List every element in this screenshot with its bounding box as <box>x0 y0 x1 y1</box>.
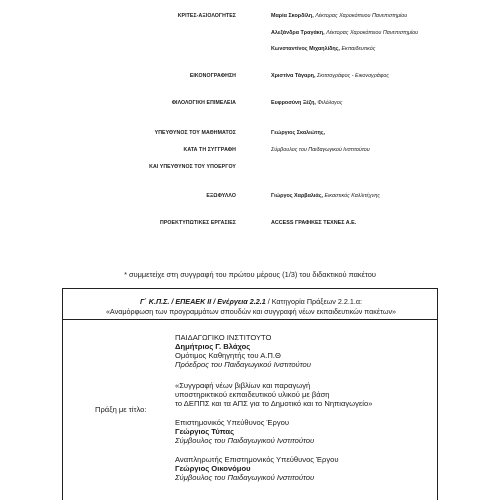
credit-value <box>271 130 325 136</box>
header-divider <box>63 319 437 320</box>
credit-value <box>271 220 356 226</box>
project-box <box>62 288 438 500</box>
credit-value <box>271 13 407 19</box>
box-line: υποστηρικτικού εκπαιδευτικού υλικού με βάση <box>175 390 330 399</box>
box-line: Ομότιμος Καθηγητής του Α.Π.Θ <box>175 351 281 360</box>
credit-label: ΚΑΤΑ ΤΗ ΣΥΓΓΡΑΦΗ <box>183 147 236 153</box>
box-line: «Συγγραφή νέων βιβλίων και παραγωγή <box>175 381 311 390</box>
box-header-bold: Γ΄ Κ.Π.Σ. / ΕΠΕΑΕΚ ΙΙ / Ενέργεια 2.2.1 <box>139 297 266 306</box>
box-line: Γεώργιος Οικονόμου <box>175 464 251 473</box>
box-header-line-2: «Αναμόρφωση των προγραμμάτων σπουδών και συγγραφή νέων εκπαιδευτικών πακέτων» <box>105 307 397 316</box>
credit-name: Αλεξάνδρα Τραγάκη, <box>271 30 325 36</box>
credit-role: Φιλόλογος <box>317 100 343 106</box>
credit-label: ΕΞΩΦΥΛΛΟ <box>206 193 236 199</box>
box-line: Γεώργιος Τύπας <box>175 427 235 436</box>
credit-value <box>271 73 389 79</box>
credit-name: ACCESS ΓΡΑΦΙΚΕΣ ΤΕΧΝΕΣ Α.Ε. <box>271 220 357 226</box>
credit-role: Σύμβουλος του Παιδαγωγικού Ινστιτούτου <box>271 147 370 153</box>
credit-role: Λέκτορας Χαροκόπειου Πανεπιστημίου <box>326 30 419 36</box>
box-header-rest: / Κατηγορία Πράξεων 2.2.1.α: <box>265 297 363 306</box>
credit-name: Γιώργος Χαρβαλιάς, <box>271 193 324 199</box>
box-line: ΠΑΙΔΑΓΩΓΙΚΟ ΙΝΣΤΙΤΟΥΤΟ <box>175 333 272 342</box>
credit-value <box>271 193 380 199</box>
box-line: το ΔΕΠΠΣ και τα ΑΠΣ για το Δημοτικό και το Νηπιαγωγείο» <box>175 399 373 408</box>
credit-label: ΠΡΟΕΚΤΥΠΩΤΙΚΕΣ ΕΡΓΑΣΙΕΣ <box>160 220 236 226</box>
credit-role: Λέκτορας Χαροκόπειου Πανεπιστημίου <box>315 13 408 19</box>
credit-value <box>271 100 342 106</box>
credit-label: ΚΑΙ ΥΠΕΥΘΥΝΟΣ ΤΟΥ ΥΠΟΕΡΓΟΥ <box>149 164 236 170</box>
box-line: Σύμβουλος του Παιδαγωγικού Ινστιτούτου <box>175 436 315 445</box>
credit-value <box>271 147 370 153</box>
box-line: Αναπληρωτής Επιστημονικός Υπεύθυνος Έργου <box>175 455 339 464</box>
credit-role: Σκιτσογράφος - Εικονογράφος <box>316 73 389 79</box>
credit-name: Ευφροσύνη Ξέζη, <box>271 100 316 106</box>
credit-name: Μαρία Σκορδίλη, <box>271 13 314 19</box>
credit-role: Εικαστικός Καλλιτέχνης <box>324 193 380 199</box>
box-line: Σύμβουλος του Παιδαγωγικού Ινστιτούτου <box>175 473 315 482</box>
footnote: * συμμετείχε στη συγγραφή του πρώτου μέρους (1/3) του διδακτικού πακέτου <box>124 270 376 279</box>
credit-label: ΥΠΕΥΘΥΝΟΣ ΤΟΥ ΜΑΘΗΜΑΤΟΣ <box>154 130 236 136</box>
box-line: Επιστημονικός Υπεύθυνος Έργου <box>175 418 289 427</box>
credit-label: ΦΙΛΟΛΟΓΙΚΗ ΕΠΙΜΕΛΕΙΑ <box>171 100 236 106</box>
credit-role: Εκπαιδευτικός <box>341 46 376 52</box>
credit-value <box>271 30 418 36</box>
credit-label: ΕΙΚΟΝΟΓΡΑΦΗΣΗ <box>189 73 236 79</box>
box-line: Δημήτριος Γ. Βλάχος <box>175 342 251 351</box>
credit-value <box>271 46 375 52</box>
credit-name: Χριστίνα Τάγαρη, <box>271 73 316 79</box>
box-header-line-1 <box>63 297 439 306</box>
box-line: Πρόεδρος του Παιδαγωγικού Ινστιτούτου <box>175 360 311 369</box>
credit-label: ΚΡΙΤΕΣ-ΑΞΙΟΛΟΓΗΤΕΣ <box>177 13 236 19</box>
credit-name: Κωνσταντίνος Μιχαηλίδης, <box>271 46 340 52</box>
credit-name: Γεώργιος Σκαλιώτης, <box>271 130 326 136</box>
action-label: Πράξη με τίτλο: <box>95 405 147 414</box>
